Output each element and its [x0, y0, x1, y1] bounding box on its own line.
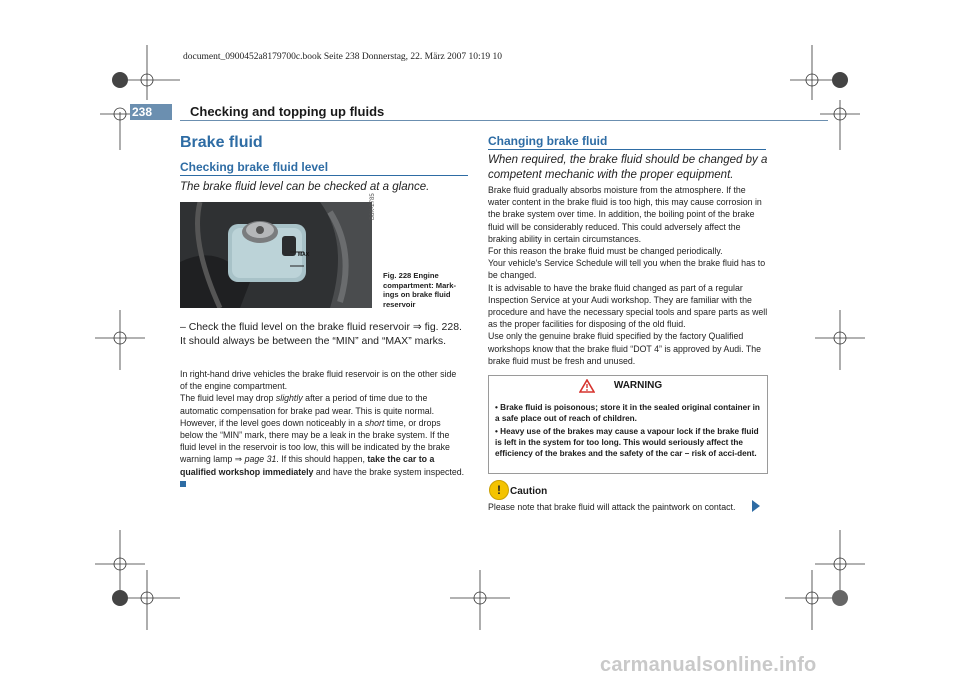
end-square-icon — [180, 481, 186, 487]
para-rhd: In right-hand drive vehicles the brake fluid reservoir is on the other side of the engine compartment. — [180, 369, 457, 392]
print-line: document_0900452a8179700c.book Seite 238 Donnerstag, 22. März 2007 10:19 10 — [183, 52, 502, 62]
watermark: carmanualsonline.info — [600, 654, 817, 676]
warning-item: • Heavy use of the brakes may cause a vapour lock if the brake fluid is left in the system for too long. This would seriously affect the efficiency of the brakes and the safety of the car – risk of acci-dent. — [495, 427, 759, 458]
page-link[interactable]: page 31 — [244, 454, 277, 465]
running-head: Checking and topping up fluids — [190, 104, 385, 119]
max-mark-label: MAX — [298, 252, 310, 258]
para-advisable: It is advisable to have the brake fluid changed as part of a regular Inspection Service at your Audi workshop. They are familiar with the procedure and have the necessary special tools and spare parts as well as the proper facilities for disposing of the old fluid. — [488, 282, 768, 330]
lead-text: The brake fluid level can be checked at a glance. — [180, 181, 430, 193]
right-lead-text: When required, the brake fluid should be changed by a competent mechanic with the proper equipment. — [488, 154, 768, 181]
para-moisture: Brake fluid gradually absorbs moisture from the atmosphere. If the water content in the brake fluid is too high, this may cause corrosion in the brake system over time. In addition, the boiling point of the brake fluid will be considerably reduced. This could adversely affect the braking ability in certain circumstances. — [488, 185, 762, 244]
right-subsection-title: Changing brake fluid — [488, 134, 608, 148]
instruction-step: – Check the fluid level on the brake fluid reservoir ⇒ fig. 228. It should always be between the “MIN” and “MAX” marks. — [180, 321, 462, 347]
caution-icon: ! — [489, 480, 509, 500]
caution-text: Please note that brake fluid will attack the paintwork on contact. — [488, 502, 736, 512]
para-schedule: Your vehicle's Service Schedule will tell you when the brake fluid has to be changed. — [488, 258, 766, 281]
para-genuine: Use only the genuine brake fluid specified by the factory Qualified workshops know that the brake fluid “DOT 4” is approved by Audi. The brake fluid must be fresh and unused. — [488, 331, 762, 366]
engine-photo — [180, 202, 372, 308]
continue-arrow-icon — [752, 500, 760, 512]
caution-title: Caution — [510, 486, 548, 497]
para-leak: However, if the level goes down noticeably in a short time, or drops below the “MIN” mark, there may be a leak in the brake system. If the fluid level in the reservoir is too low, this will be indicated by the brake warning lamp ⇒ page 31. If this should happen, take the car to a qualified workshop immediately and have the brake system inspected. — [180, 417, 466, 490]
bullet-icon: • — [495, 427, 498, 436]
right-body — [488, 184, 768, 367]
para-periodic: For this reason the brake fluid must be changed periodically. — [488, 246, 723, 257]
subsection-rule — [180, 175, 468, 176]
left-body — [180, 368, 466, 490]
warning-item: • Brake fluid is poisonous; store it in the sealed original container in a safe place out of reach of children. — [495, 403, 760, 423]
subsection-title: Checking brake fluid level — [180, 160, 329, 174]
section-title: Brake fluid — [180, 134, 263, 151]
figure-code: B8K-2785 — [370, 193, 376, 220]
bullet-icon: • — [495, 403, 498, 412]
page-number: 238 — [130, 104, 172, 120]
warning-box — [488, 375, 768, 474]
warning-title: WARNING — [613, 380, 663, 391]
right-subsection-rule — [488, 149, 766, 150]
para-level-drop: The fluid level may drop slightly after a period of time due to the automatic compensation for brake pad wear. This is quite normal. — [180, 393, 435, 416]
header-rule — [180, 120, 828, 121]
figure-caption: Fig. 228 Engine compartment: Mark-ings on brake fluid reservoir — [383, 271, 456, 309]
